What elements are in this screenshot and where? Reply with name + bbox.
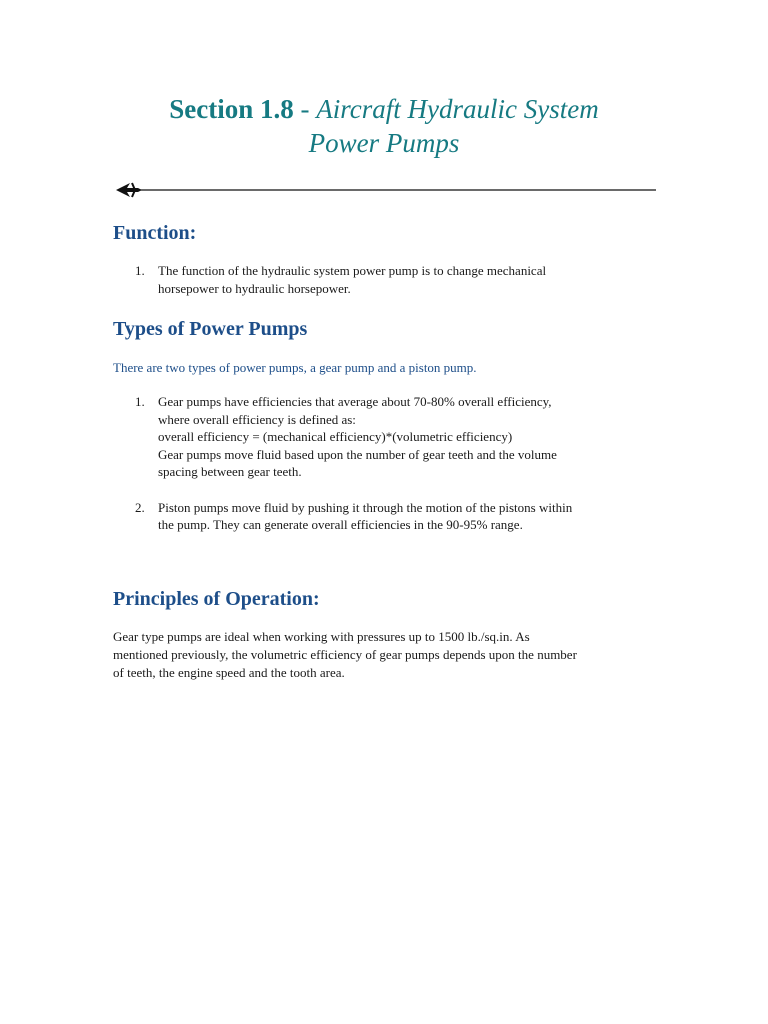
list-item (113, 262, 633, 297)
function-list (113, 262, 633, 315)
aircraft-arrow-icon (116, 183, 142, 197)
types-heading: Types of Power Pumps (113, 318, 308, 340)
paragraph-line: of teeth, the engine speed and the tooth area. (113, 665, 345, 680)
list-number: 1. (135, 263, 145, 278)
list-text-line: overall efficiency = (mechanical efficiency)*(volumetric efficiency) (158, 429, 513, 444)
list-text-line: Piston pumps move fluid by pushing it through the motion of the pistons within (158, 499, 573, 515)
list-text-line: spacing between gear teeth. (158, 464, 302, 479)
list-text-line: the pump. They can generate overall efficiencies in the 90-95% range. (158, 517, 523, 532)
list-item (113, 393, 633, 481)
title-subject-line-2: Power Pumps (308, 128, 460, 158)
paragraph-line: mentioned previously, the volumetric efficiency of gear pumps depends upon the number (113, 647, 577, 662)
list-text-line: horsepower to hydraulic horsepower. (158, 280, 351, 296)
list-number: 2. (135, 499, 145, 515)
list-text-line: where overall efficiency is defined as: (158, 411, 356, 427)
types-list (113, 393, 633, 552)
principles-paragraph (113, 628, 658, 682)
types-intro: There are two types of power pumps, a gear pump and a piston pump. (113, 360, 477, 375)
title-line-1 (0, 92, 768, 126)
paragraph-line: Gear type pumps are ideal when working with pressures up to 1500 lb./sq.in. As (113, 629, 530, 644)
list-number: 1. (135, 394, 145, 409)
list-text-line: Gear pumps have efficiencies that average about 70-80% overall efficiency, (158, 394, 552, 409)
page-title (0, 92, 768, 160)
list-text-line: The function of the hydraulic system power pump is to change mechanical (158, 263, 547, 278)
section-divider (116, 178, 656, 202)
title-subject-line-1: Aircraft Hydraulic System (316, 94, 599, 124)
title-dash: - (293, 94, 317, 124)
section-number: Section 1.8 (169, 94, 294, 124)
list-text-line: Gear pumps move fluid based upon the number of gear teeth and the volume (158, 446, 557, 462)
list-item (113, 499, 633, 534)
principles-heading: Principles of Operation: (113, 588, 320, 610)
function-heading: Function: (113, 222, 197, 244)
